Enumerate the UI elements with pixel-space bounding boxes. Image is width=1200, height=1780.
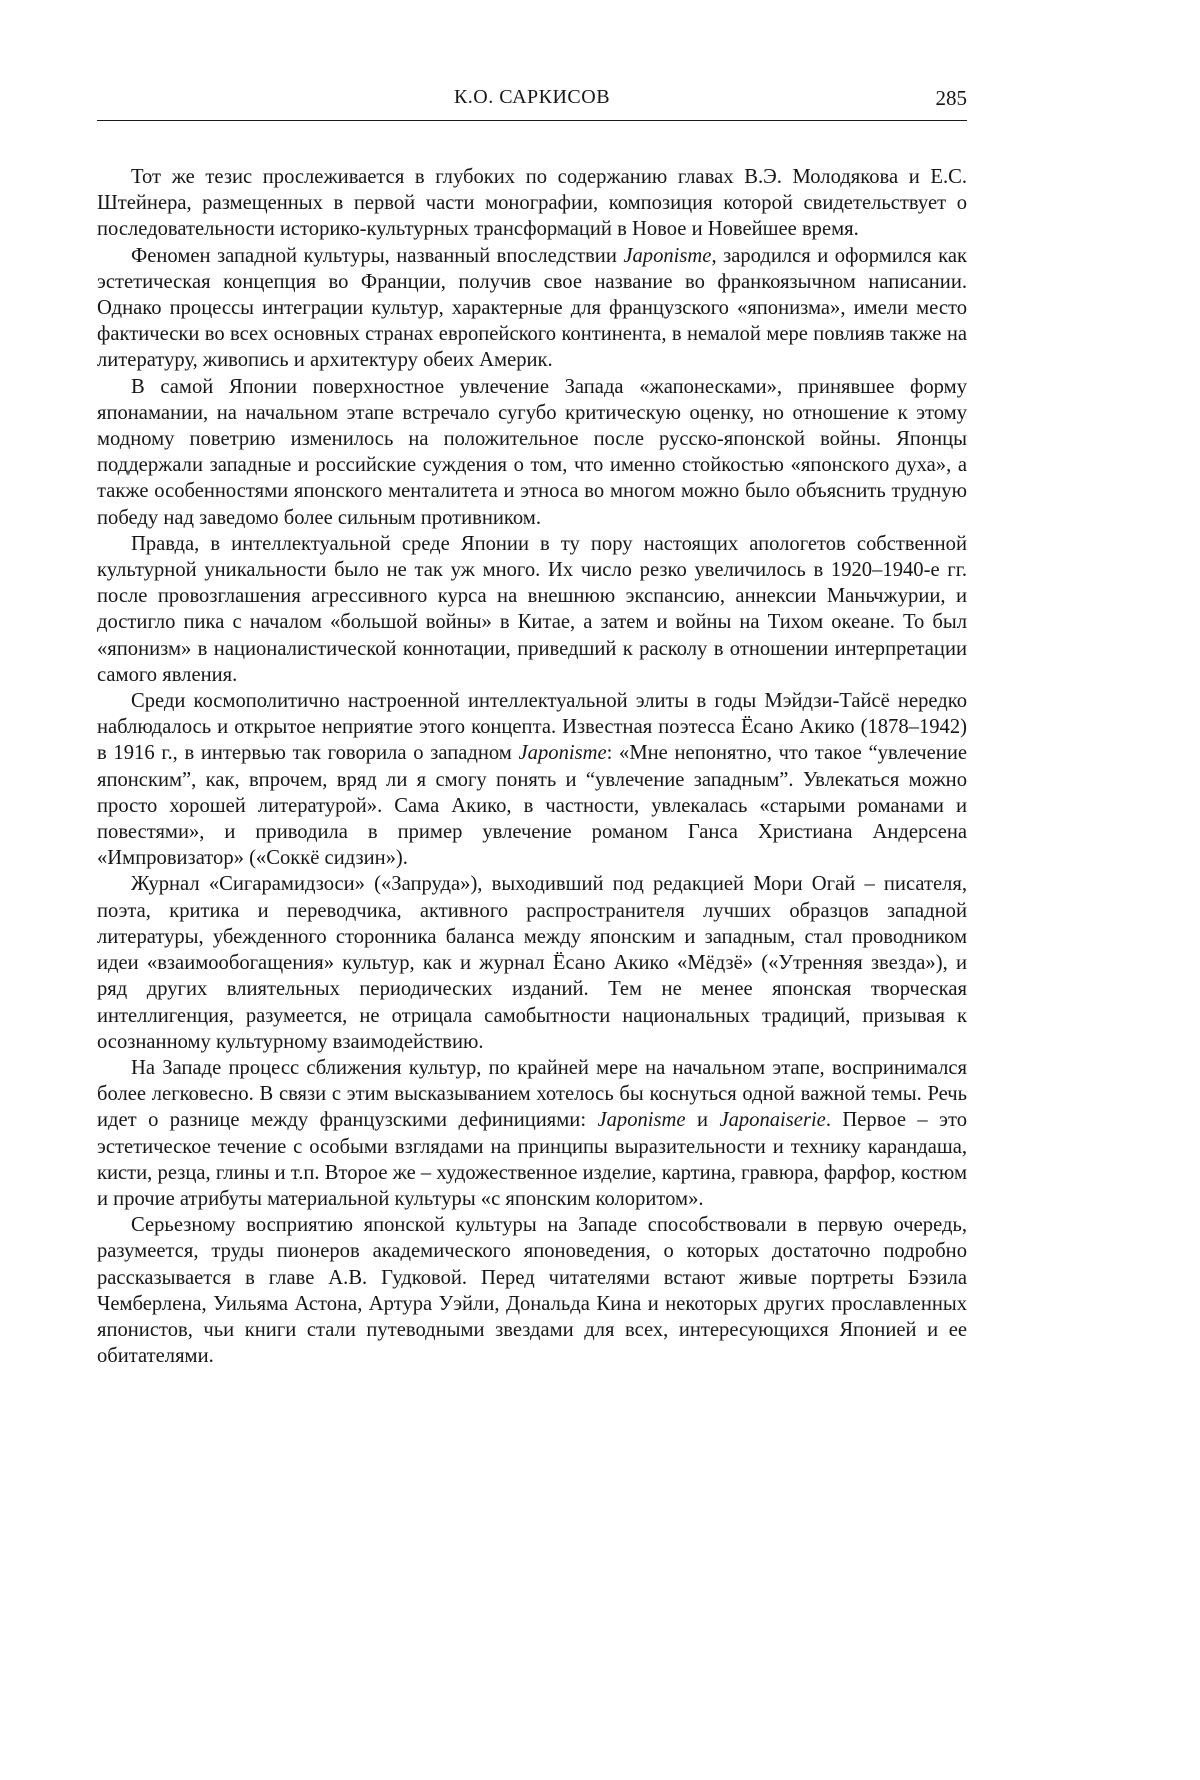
paragraph bbox=[97, 243, 967, 374]
text-run: На Западе процесс сближения культур, по крайней мере на начальном этапе, воспринимался более легковесно. В связи с этим высказыванием хотелось бы коснуться одной важной темы. Речь идет о разнице между французскими дефинициями: bbox=[97, 1056, 967, 1132]
text-run: Серьезному восприятию японской культуры на Западе способствовали в первую очередь, разумеется, труды пионеров академического японоведения, о которых достаточно подробно рассказывается в главе А.В. Гудковой. Перед читателями встают живые портреты Бэзила Чемберлена, Уильяма Астона, Артура Уэйли, Дональда Кина и некоторых других прославленных японистов, чьи книги стали путеводными звездами для всех, интересующихся Японией и ее обитателями. bbox=[97, 1214, 967, 1368]
page-number: 285 bbox=[935, 86, 967, 110]
paragraph bbox=[97, 374, 967, 531]
page-body bbox=[97, 164, 967, 1369]
paragraph bbox=[97, 1055, 967, 1212]
paragraph bbox=[97, 164, 967, 243]
text-run: Правда, в интеллектуальной среде Японии в ту пору настоящих апологетов собственной культурной уникальности было не так уж много. Их число резко увеличилось в 1920–1940-е гг. после провозглашения агрессивного курса на внешнюю экспансию, аннексии Маньчжурии, и достигло пика с началом «большой войны» в Китае, а затем и войны на Тихом океане. То был «японизм» в националистической коннотации, приведший к расколу в отношении интерпретации самого явления. bbox=[97, 532, 967, 686]
italic-term: Japonisme bbox=[597, 1109, 686, 1132]
text-run: , зародился и оформился как эстетическая концепция во Франции, получив свое название во франкоязычном написании. Однако процессы интеграции культур, характерные для французского «японизма», имели место фактически во всех основных странах европейского континента, в немалой мере повлияв также на литературу, живопись и архитектуру обеих Америк. bbox=[97, 244, 967, 372]
paragraph bbox=[97, 531, 967, 688]
text-run: Журнал «Сигарамидзоси» («Запруда»), выходивший под редакцией Мори Огай – писателя, поэта, критика и переводчика, активного распространителя лучших образцов западной литературы, убежденного сторонника баланса между японским и западным, стал проводником идеи «взаимообогащения» культур, как и журнал Ёсано Акико «Мёдзё» («Утренняя звезда»), и ряд других влиятельных периодических изданий. Тем не менее японская творческая интеллигенция, разумеется, не отрицала самобытности национальных традиций, призывая к осознанному культурному взаимодействию. bbox=[97, 873, 967, 1053]
paragraph bbox=[97, 1212, 967, 1369]
text-run: В самой Японии поверхностное увлечение Запада «жапонесками», принявшее форму японамании, на начальном этапе встречало сугубо критическую оценку, но отношение к этому модному поветрию изменилось на положительное после русско-японской войны. Японцы поддержали западные и российские суждения о том, что именно стойкостью «японского духа», а также особенностями японского менталитета и этноса во многом можно было объяснить трудную победу над заведомо более сильным противником. bbox=[97, 375, 967, 529]
text-run: : «Мне непонятно, что такое “увлечение японским”, как, впрочем, вряд ли я смогу понять и “увлечение западным”. Увлекаться можно просто хорошей литературой». Сама Акико, в частности, увлекалась «старыми романами и повестями», и приводила в пример увлечение романом Ганса Христиана Андерсена «Импровизатор» («Соккё сидзин»). bbox=[97, 742, 967, 870]
page-header bbox=[97, 86, 967, 121]
text-run: Тот же тезис прослеживается в глубоких по содержанию главах В.Э. Молодякова и Е.С. Штейнера, размещенных в первой части монографии, композиция которой свидетельствует о последовательности историко-культурных трансформаций в Новое и Новейшее время. bbox=[97, 166, 967, 241]
italic-term: Japonaiserie bbox=[719, 1109, 826, 1132]
text-run: и bbox=[685, 1109, 720, 1132]
running-head-author: К.О. САРКИСОВ bbox=[453, 86, 611, 108]
text-run: Феномен западной культуры, названный впоследствии bbox=[131, 244, 624, 267]
text-run: . Первое – это эстетическое течение с особыми взглядами на принципы выразительности и технику карандаша, кисти, резца, глины и т.п. Второе же – художественное изделие, картина, гравюра, фарфор, костюм и прочие атрибуты материальной культуры «с японским колоритом». bbox=[97, 1109, 967, 1210]
italic-term: Japonisme bbox=[623, 244, 712, 267]
italic-term: Japonisme bbox=[518, 742, 607, 765]
text-run: Среди космополитично настроенной интеллектуальной элиты в годы Мэйдзи-Тайсё нередко наблюдалось и открытое неприятие этого концепта. Известная поэтесса Ёсано Акико (1878–1942) в 1916 г., в интервью так говорила о западном bbox=[97, 690, 967, 765]
paragraph bbox=[97, 871, 967, 1054]
paragraph bbox=[97, 688, 967, 871]
